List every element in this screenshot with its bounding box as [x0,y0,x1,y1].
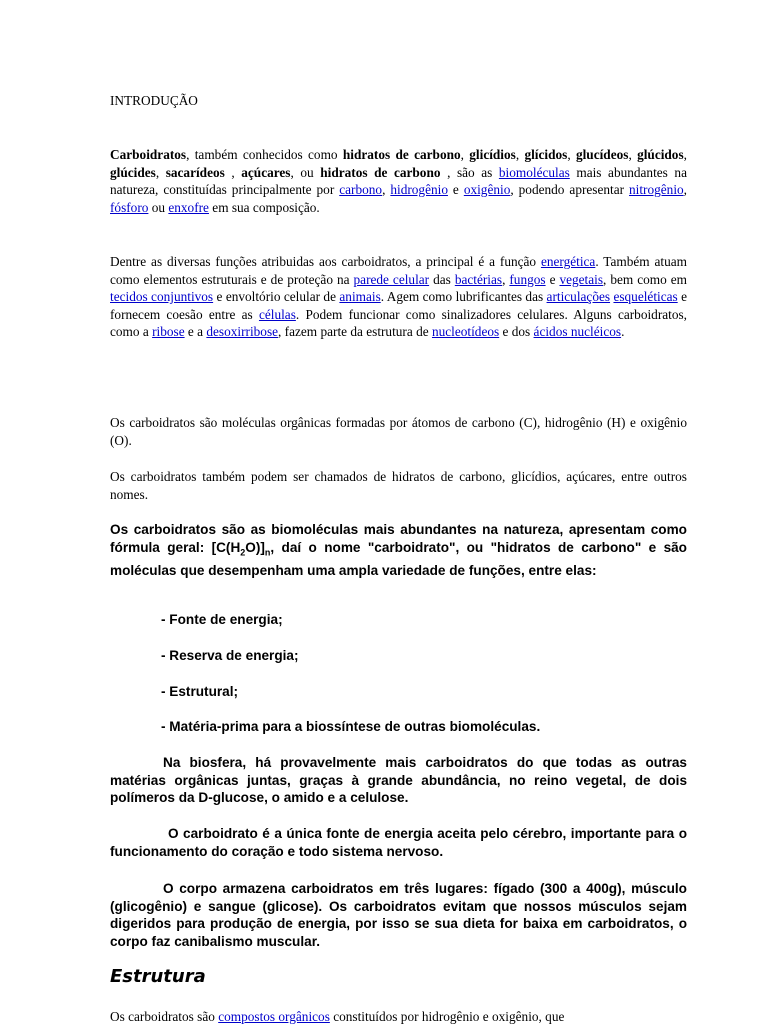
subscript: n [264,547,271,558]
text: e fornecem coesão entre as [110,289,688,322]
link-biomoleculas[interactable]: biomoléculas [498,164,570,180]
link-hidrogenio[interactable]: hidrogênio [390,182,448,197]
text: ou [148,199,169,215]
link-enxofre[interactable]: enxofre [168,199,209,215]
paragraph-formula [110,521,687,580]
text: , bem como em [603,271,687,287]
text: . Podem funcionar como sinalizadores celulares. Alguns carboidratos, como a [110,306,687,339]
term: sacarídeos [165,164,225,180]
link-tecidos-conjuntivos[interactable]: tecidos conjuntivos [110,289,214,304]
text: , [515,147,525,162]
text: . [621,324,625,339]
text: em sua composição. [208,199,320,215]
link-ribose[interactable]: ribose [152,324,185,339]
text: Dentre as diversas funções atribuidas aos carboidratos, a principal é a função [110,254,541,269]
term: hidratos de carbono [320,164,441,180]
text: , ou [290,164,321,180]
text: mais abundantes na natureza, constituídas principalmente por [110,164,687,197]
text: , são as [440,164,499,180]
paragraph-funcoes [110,253,687,341]
text: , [382,182,391,197]
text: , [155,164,166,180]
paragraph-armazenamento: O corpo armazena carboidratos em três lugares: fígado (300 a 400g), músculo (glicogênio) e sangue (glicose). Os carboidratos evitam que nossos músculos sejam digeridos para produção de energia, por isso se sua dieta for baixa em carboidratos, o corpo faz canibalismo muscular. [110,881,687,949]
text: , [567,147,576,162]
paragraph-biosfera: Na biosfera, há provavelmente mais carboidratos do que todas as outras matérias orgânicas juntas, graças à grande abundância, no reino vegetal, de dois polímeros da D-glucose, o amido e a celulose. [110,755,687,806]
link-nucleotideos[interactable]: nucleotídeos [431,324,500,339]
subscript: 2 [240,547,246,558]
link-vegetais[interactable]: vegetais [559,271,604,287]
intro-heading: INTRODUÇÃO [110,93,198,108]
text: , também conhecidos como [186,147,343,162]
paragraph-cerebro: O carboidrato é a única fonte de energia aceita pelo cérebro, importante para o funcionamento do coração e todo sistema nervoso. [110,826,687,859]
link-energetica[interactable]: energética [540,254,596,269]
text: e [545,271,560,287]
link-nitrogenio[interactable]: nitrogênio [629,182,684,197]
link-bacterias[interactable]: bactérias [454,271,503,287]
text: O)] [245,539,265,555]
text: e envoltório celular de [213,289,340,304]
text: Os carboidratos são as biomoléculas mais abundantes na natureza, apresentam como fórmula geral: [C(H [110,522,687,555]
text: e [447,182,464,197]
paragraph-nomes: Os carboidratos também podem ser chamados de hidratos de carbono, glicídios, açúcares, entre outros nomes. [110,469,687,502]
list-item: - Fonte de energia; [161,612,283,627]
link-carbono[interactable]: carbono [339,182,383,197]
text: Os carboidratos são [110,1009,219,1024]
term: glúcidos [637,147,684,162]
paragraph-carboidratos-definition [110,146,687,216]
text: , fazem parte da estrutura de [278,324,432,339]
text: constituídos por hidrogênio e oxigênio, que [329,1009,565,1024]
term: glicídios [469,147,516,162]
text: , [460,147,470,162]
text: e dos [499,324,534,339]
text: das [429,271,455,287]
text: . Também atuam como elementos estruturais e de proteção na [110,254,687,287]
link-compostos-organicos[interactable]: compostos orgânicos [218,1009,330,1024]
text: , [502,271,510,287]
section-heading-estrutura: Estrutura [110,966,206,987]
term: glucídeos [575,147,629,162]
list-item: - Estrutural; [161,684,239,699]
link-oxigenio[interactable]: oxigênio [463,182,511,197]
list-item: - Matéria-prima para a biossíntese de outras biomoléculas. [161,719,541,734]
list-item: - Reserva de energia; [161,648,299,663]
text: , [683,147,687,162]
link-esqueleticas[interactable]: esqueléticas [613,289,678,304]
term: hidratos de carbono [342,147,461,162]
term-carboidratos: Carboidratos [110,147,187,162]
link-fosforo[interactable]: fósforo [110,199,149,215]
link-articulacoes[interactable]: articulações [546,289,611,304]
link-celulas[interactable]: células [258,306,296,322]
text: , podendo apresentar [510,182,630,197]
text: e a [184,324,207,339]
link-parede-celular[interactable]: parede celular [353,271,430,287]
term: glícidos [524,147,568,162]
text: . Agem como lubrificantes das [380,289,547,304]
link-desoxirribose[interactable]: desoxirribose [206,324,279,339]
term: glúcides [110,164,156,180]
paragraph-estrutura [110,1008,687,1026]
paragraph-moleculas: Os carboidratos são moléculas orgânicas formadas por átomos de carbono (C), hidrogênio (H) e oxigênio (O). [110,415,687,448]
text: , [224,164,242,180]
term: açúcares [241,164,291,180]
link-acidos-nucleicos[interactable]: ácidos nucléicos [533,324,622,339]
link-fungos[interactable]: fungos [509,271,546,287]
link-animais[interactable]: animais [339,289,381,304]
text: , [628,147,638,162]
text: , [683,182,687,197]
text: , daí o nome "carboidrato", ou "hidratos de carbono" e são moléculas que desempenham uma ampla variedade de funções, entre elas: [110,539,687,578]
